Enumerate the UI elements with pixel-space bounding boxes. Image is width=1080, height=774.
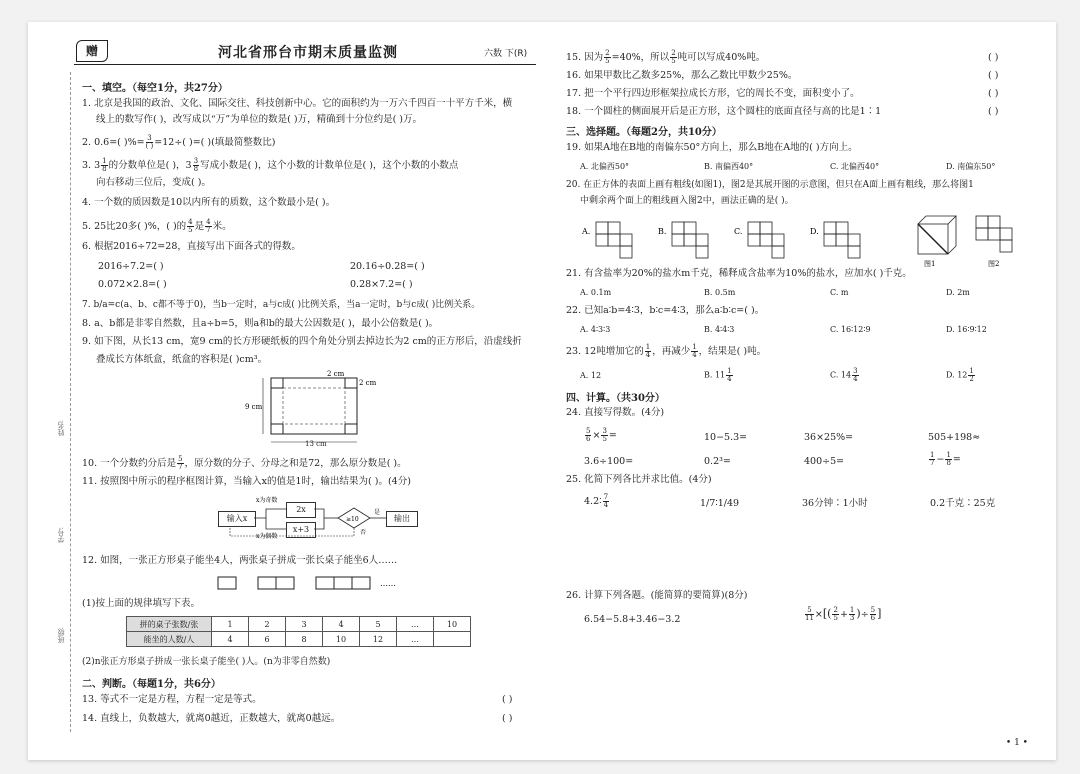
q24-fraction-2: $\frac{3}{5}$	[602, 427, 607, 443]
table-row	[127, 617, 471, 632]
q24-fraction-3: $\frac{1}{7}$	[930, 451, 935, 467]
table-row1-header: 拼的桌子张数/张	[127, 617, 212, 632]
q9-cardboard-figure	[243, 368, 377, 448]
table-2b	[276, 577, 294, 589]
q21-option-d[interactable]: D. 2m	[946, 288, 970, 297]
q23-text	[566, 344, 766, 359]
table-cell: …	[397, 632, 434, 647]
table-cell: 8	[286, 632, 323, 647]
q19-text: 19. 如果A地在B地的南偏东50°方向上，那么B地在A地的( )方向上。	[566, 142, 858, 153]
q6-item-c: 0.072×2.8=( )	[98, 279, 167, 290]
q25-item-1-label: 4.2∶	[584, 496, 602, 507]
table-cell: 10	[323, 632, 360, 647]
name-field-label: 姓名:	[57, 420, 65, 437]
q3-part-a: 的分数单位是( )，3	[108, 160, 192, 171]
q6-text: 6. 根据2016÷72=28，直接写出下面各式的得数。	[82, 241, 301, 252]
table-3b	[334, 577, 352, 589]
section-1-heading: 一、填空。（每空1分，共27分）	[82, 83, 228, 94]
q19-option-b[interactable]: B. 南偏西40°	[704, 162, 754, 171]
q14-text: 14. 直线上，负数越大，就离0越近，正数越大，就离0越远。	[82, 713, 341, 724]
q15-fraction-2: $\frac{2}{5}$	[671, 49, 676, 65]
flow-x3-box: x+3	[286, 522, 316, 538]
q20-net-figure2	[976, 216, 1012, 252]
flow-loop-line	[230, 526, 354, 536]
table-3c	[352, 577, 370, 589]
q24-fraction-4: $\frac{1}{8}$	[946, 451, 951, 467]
q5-fraction-2: $\frac{4}{7}$	[206, 218, 211, 234]
header-rule	[74, 64, 536, 65]
q24-item-1	[584, 428, 617, 443]
q15-fraction-1: $\frac{2}{5}$	[605, 49, 610, 65]
q20-option-d[interactable]: D.	[810, 227, 819, 236]
q3-text	[82, 158, 458, 173]
q20-text: 20. 在正方体的表面上画有粗线(如图1)，图2是其展开图的示意图，但只在A面上画有粗线，那么将图1	[566, 180, 974, 190]
q26-fraction-1: $\frac{5}{11}$	[805, 606, 814, 622]
section-2-heading: 二、判断。（每题1分，共6分）	[82, 679, 221, 690]
q9-top-label: 2 cm	[327, 370, 345, 378]
q26-fraction-2: $\frac{2}{5}$	[833, 606, 838, 622]
q25-item-4: 0.2千克∶25克	[930, 498, 996, 509]
table-row2-header: 能坐的人数/人	[127, 632, 212, 647]
table-cell: 3	[286, 617, 323, 632]
q12-table	[126, 616, 471, 647]
table-cell: 12	[360, 632, 397, 647]
page-title: 河北省邢台市期末质量监测	[218, 45, 398, 61]
q25-text: 25. 化简下列各比并求比值。(4分)	[566, 474, 712, 485]
q10-part1: 10. 一个分数约分后是	[82, 458, 177, 469]
q26-fraction-3: $\frac{1}{3}$	[849, 606, 855, 622]
q24-times: ×	[592, 430, 601, 441]
q24-fraction-1: $\frac{5}{6}$	[586, 427, 591, 443]
flow-even-line	[266, 518, 286, 529]
q9-height-label: 9 cm	[245, 403, 263, 411]
q15-text	[566, 50, 765, 65]
q23-option-b-fraction: $\frac{1}{4}$	[727, 367, 732, 383]
table-cell: 4	[212, 632, 249, 647]
q1-text: 1. 北京是我国的政治、文化、国际交往、科技创新中心。它的面积约为一万六千四百一十平方千米，横	[82, 98, 513, 109]
q23-fraction-2: $\frac{1}{4}$	[692, 343, 697, 359]
q21-option-a[interactable]: A. 0.1m	[580, 288, 612, 297]
q25-item-3: 36分钟∶1小时	[802, 498, 868, 509]
q2-part1: 2. 0.6=( )%=	[82, 137, 145, 148]
q20-cube-figure1	[918, 216, 956, 254]
q2-part2: =12÷( )=( )(填最简整数比)	[154, 137, 276, 148]
q21-option-c[interactable]: C. m	[830, 288, 849, 297]
q24-item-2: 10−5.3=	[704, 432, 748, 443]
q15-part3: 吨可以写成40%吨。	[677, 52, 766, 63]
q4-text: 4. 一个数的质因数是10以内所有的质数，这个数最小是( )。	[82, 197, 336, 208]
q10-fraction: $\frac{5}{7}$	[178, 455, 183, 471]
section-4-heading: 四、计算。（共30分）	[566, 393, 665, 404]
flow-odd-label: x为奇数	[256, 497, 278, 504]
q23-option-d[interactable]	[946, 368, 976, 383]
flow-yes-label: 是	[374, 509, 381, 516]
q22-text: 22. 已知a∶b=4∶3，b∶c=4∶3，那么a∶b∶c=( )。	[566, 305, 765, 316]
table-row	[127, 632, 471, 647]
q11-text: 11. 按照图中所示的程序框图计算，当输入x的值是1时，输出结果为( )。(4分)	[82, 476, 411, 487]
flow-test-label: ≥10	[346, 516, 359, 523]
exam-sheet	[28, 22, 1056, 760]
q20-option-c[interactable]: C.	[734, 227, 743, 236]
table-3a	[316, 577, 334, 589]
q25-item-1	[584, 494, 610, 509]
q5-part2: 是	[194, 221, 205, 232]
table-cell: 10	[434, 617, 471, 632]
q10-text	[82, 456, 407, 471]
table-cell: …	[397, 617, 434, 632]
q18-answer[interactable]: ( )	[988, 106, 999, 117]
q5-text	[82, 219, 232, 234]
q9-fold-lines	[283, 388, 345, 424]
q20-text-line2: 中剩余两个面上的粗线画入图2中，画法正确的是( )。	[580, 196, 794, 206]
flow-2x-box: 2x	[286, 502, 316, 518]
q24-item-4: 505+198≈	[928, 432, 981, 443]
q23-option-b-label: B. 11	[704, 370, 726, 380]
q23-fraction-1: $\frac{1}{4}$	[645, 343, 651, 359]
flow-odd-line	[254, 509, 286, 518]
q20-net-a	[596, 222, 632, 258]
q20-net-b	[672, 222, 708, 258]
q17-text: 17. 把一个平行四边形框架拉成长方形，它的周长不变，面积变小了。	[566, 88, 860, 99]
q15-part2: =40%，所以	[611, 52, 670, 63]
q23-option-b[interactable]	[704, 368, 734, 383]
q8-text: 8. a、b都是非零自然数，且a÷b=5，则a和b的最大公因数是( )，最小公倍数是( )。	[82, 318, 439, 329]
q23-part3: ，结果是( )吨。	[698, 346, 767, 357]
q22-option-a[interactable]: A. 4∶3∶3	[580, 325, 611, 334]
q20-net-c	[748, 222, 784, 258]
q9-side-label: 2 cm	[359, 379, 377, 387]
q23-option-d-label: D. 12	[946, 370, 968, 380]
q22-option-d[interactable]: D. 16∶9∶12	[946, 325, 987, 334]
q6-item-b: 20.16÷0.28=( )	[350, 261, 425, 272]
q3-fraction-1: $\frac{1}{8}$	[102, 157, 107, 173]
q12-text: 12. 如图，一张正方形桌子能坐4人，两张桌子拼成一张长桌子能坐6人……	[82, 555, 398, 566]
q17-answer[interactable]: ( )	[988, 88, 999, 99]
q24-minus: −	[936, 454, 945, 465]
q14-answer[interactable]: ( )	[502, 713, 513, 724]
q15-answer[interactable]: ( )	[988, 52, 999, 63]
q13-text: 13. 等式不一定是方程，方程一定是等式。	[82, 694, 262, 705]
q25-fraction: $\frac{7}{4}$	[603, 493, 609, 509]
q24-item-8	[928, 452, 961, 467]
q16-text: 16. 如果甲数比乙数多25%，那么乙数比甲数少25%。	[566, 70, 798, 81]
flow-no-label: 否	[360, 529, 367, 536]
q3-part-b: 写成小数是( )，这个小数的计数单位是( )，这个小数的小数点	[200, 160, 459, 171]
q5-part3: 米。	[212, 221, 232, 232]
q19-option-a[interactable]: A. 北偏西50°	[580, 162, 630, 171]
q24-item-6: 0.2³=	[704, 456, 731, 467]
class-field-label: 班级:	[57, 627, 65, 644]
q23-part1: 23. 12吨增加它的	[566, 346, 644, 357]
q23-option-c-fraction: $\frac{3}{4}$	[853, 367, 858, 383]
table-cell: 2	[249, 617, 286, 632]
q26-item-2: $\frac{5}{11}$ ×[( $\frac{2}{5}$ + $\frac{1}{3}$ )÷ $\frac{5}{6}$ ]	[805, 606, 882, 622]
q24-item-3: 36×25%=	[804, 432, 854, 443]
q12-part1: (1)按上面的规律填写下表。	[82, 598, 200, 609]
q12-part2: (2)n张正方形桌子拼成一张长桌子能坐( )人。(n为非零自然数)	[82, 657, 331, 667]
q20-figures	[580, 212, 1020, 270]
figure1-caption: 图1	[924, 260, 936, 268]
q23-part2: ，再减少	[652, 346, 691, 357]
flow-even-label: x为偶数	[256, 533, 278, 540]
q20-option-a[interactable]: A.	[582, 227, 591, 236]
q13-answer[interactable]: ( )	[502, 694, 513, 705]
grade-label: 六数 下(R)	[484, 49, 528, 59]
figure2-caption: 图2	[988, 260, 1000, 268]
q1-text-line2: 线上的数写作( )，改写成以“万”为单位的数是( )万，精确到十分位约是( )万。	[96, 114, 423, 125]
q22-option-c[interactable]: C. 16∶12∶9	[830, 325, 871, 334]
q24-eq-1: =	[608, 430, 617, 441]
q6-item-d: 0.28×7.2=( )	[350, 279, 413, 290]
q22-option-b[interactable]: B. 4∶4∶3	[704, 325, 735, 334]
flow-input-box: 输入x	[218, 511, 256, 527]
binding-line	[70, 72, 71, 732]
q24-text: 24. 直接写得数。(4分)	[566, 407, 665, 418]
q21-text: 21. 有含盐率为20%的盐水m千克，稀释成含盐率为10%的盐水，应加水( )千克。	[566, 268, 912, 279]
flow-output-box: 输出	[386, 511, 418, 527]
flow-merge-line	[314, 509, 324, 529]
q12-ellipsis: ……	[380, 579, 396, 588]
q3-fraction-2: $\frac{3}{8}$	[193, 157, 199, 173]
table-cell: 6	[249, 632, 286, 647]
q25-item-2: 1/7∶1/49	[700, 498, 740, 509]
q19-option-d[interactable]: D. 南偏东50°	[946, 162, 996, 171]
q24-item-5: 3.6÷100=	[584, 456, 634, 467]
q23-option-c-label: C. 14	[830, 370, 852, 380]
q9-text: 9. 如下图，从长13 cm，宽9 cm的长方形硬纸板的四个角处分别去掉边长为2 cm的正方形后，沿虚线折	[82, 336, 522, 347]
gift-logo: 赠	[76, 40, 108, 62]
table-2a	[258, 577, 276, 589]
q21-option-b[interactable]: B. 0.5m	[704, 288, 736, 297]
q18-text: 18. 一个圆柱的侧面展开后是正方形，这个圆柱的底面直径与高的比是1∶1	[566, 106, 882, 117]
q2-fraction: $\frac{3}{( )}$	[145, 134, 154, 150]
table-cell: 5	[360, 617, 397, 632]
q9-outer-rect	[271, 378, 357, 434]
q19-option-c[interactable]: C. 北偏西40°	[830, 162, 880, 171]
q5-part1: 5. 25比20多( )%，( )的	[82, 221, 187, 232]
id-field-label: 学号:	[57, 527, 65, 544]
q2-text	[82, 135, 276, 150]
q16-answer[interactable]: ( )	[988, 70, 999, 81]
q23-option-d-fraction: $\frac{1}{2}$	[969, 367, 974, 383]
q9-text-line2: 叠成长方体纸盒，纸盒的容积是( )cm³。	[96, 354, 268, 365]
section-3-heading: 三、选择题。（每题2分，共10分）	[566, 127, 722, 138]
table-cell	[434, 632, 471, 647]
q5-fraction-1: $\frac{4}{5}$	[188, 218, 193, 234]
table-cell: 4	[323, 617, 360, 632]
q9-width-label: 13 cm	[305, 440, 327, 448]
q3-text-line2: 向右移动三位后，变成( )。	[96, 177, 211, 188]
page-number: • 1 •	[1005, 738, 1028, 748]
q26-item-1: 6.54−5.8+3.46−3.2	[584, 614, 681, 625]
q20-option-b[interactable]: B.	[658, 227, 667, 236]
q26-fraction-4: $\frac{5}{6}$	[870, 606, 876, 622]
q24-eq-2: =	[952, 454, 961, 465]
q23-option-c[interactable]	[830, 368, 860, 383]
q7-text: 7. b/a=c(a、b、c都不等于0)，当b一定时，a与c成( )比例关系，当a一定时，b与c成( )比例关系。	[82, 300, 481, 310]
q23-option-a[interactable]: A. 12	[580, 371, 602, 380]
q15-part1: 15. 因为	[566, 52, 604, 63]
table-1	[218, 577, 236, 589]
q26-times: ×	[814, 609, 823, 620]
q12-tables-figure	[210, 572, 410, 594]
table-cell: 1	[212, 617, 249, 632]
q24-item-7: 400÷5=	[804, 456, 845, 467]
q3-prefix: 3. 3	[82, 160, 101, 171]
q26-text: 26. 计算下列各题。(能简算的要简算)(8分)	[566, 590, 748, 601]
q20-net-d	[824, 222, 860, 258]
q10-part2: ，原分数的分子、分母之和是72，那么原分数是( )。	[184, 458, 407, 469]
q6-item-a: 2016÷7.2=( )	[98, 261, 164, 272]
